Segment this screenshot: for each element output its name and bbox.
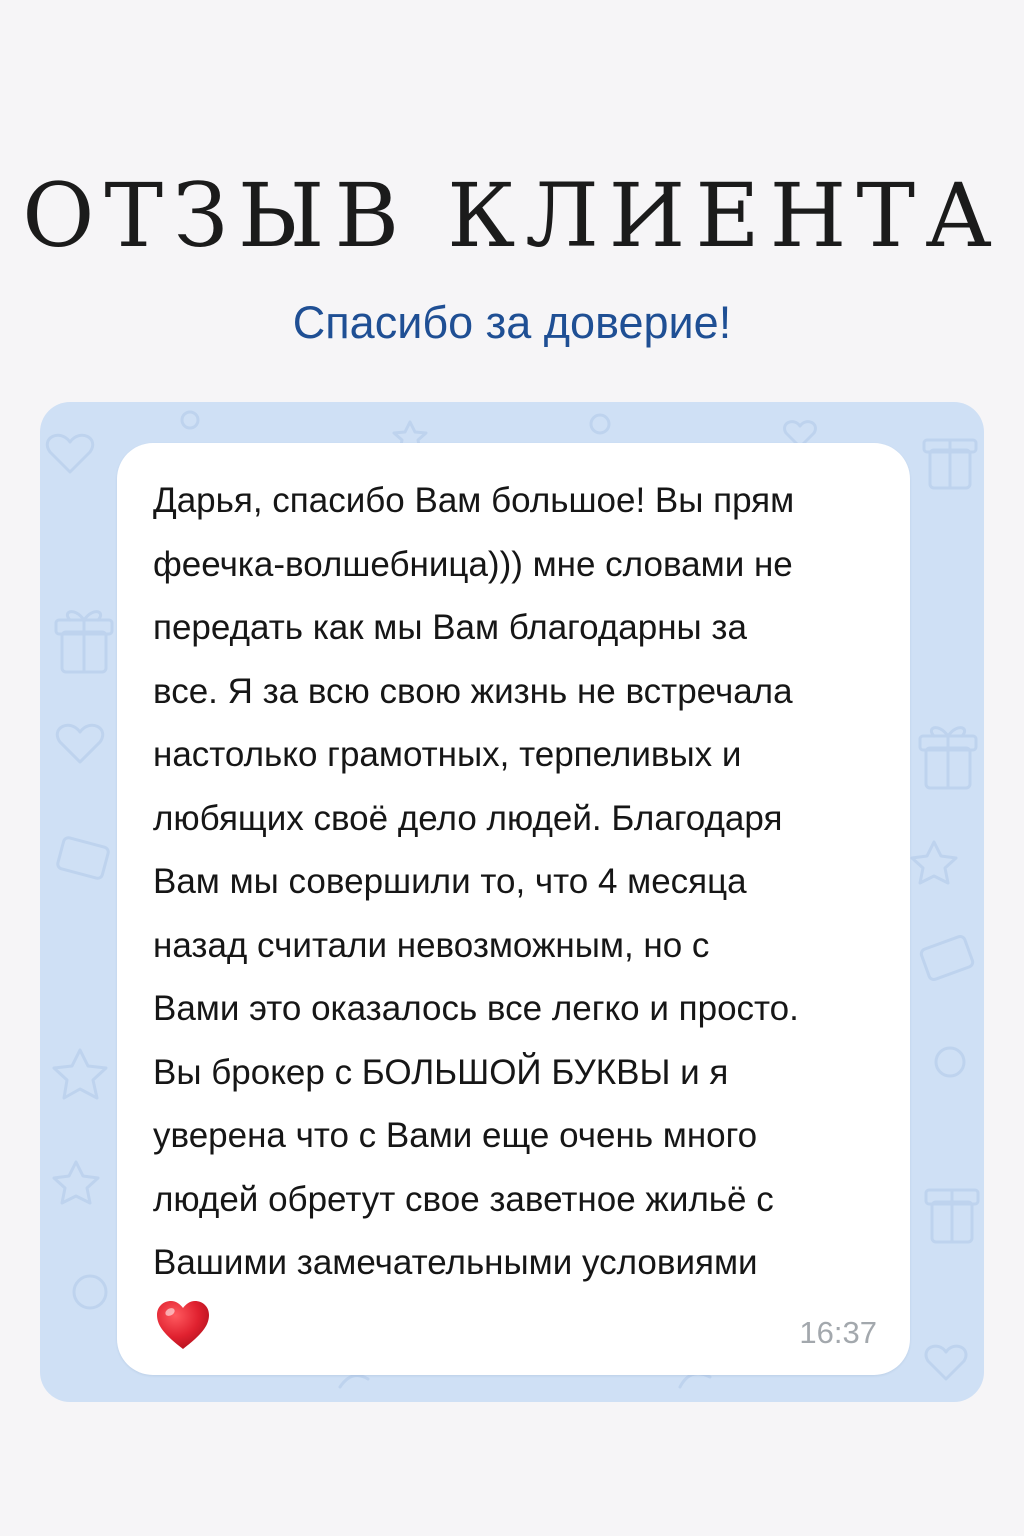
- card-doodle-icon: [920, 935, 974, 981]
- gift-doodle-icon: [926, 1190, 978, 1242]
- gift-doodle-icon: [920, 728, 976, 788]
- star-doodle-icon: [54, 1162, 98, 1203]
- balloon-doodle-icon: [680, 1374, 710, 1387]
- balloon-doodle-icon: [591, 415, 609, 433]
- balloon-doodle-icon: [936, 1048, 964, 1076]
- balloon-doodle-icon: [182, 412, 198, 428]
- star-doodle-icon: [54, 1050, 106, 1098]
- gift-doodle-icon: [56, 612, 112, 672]
- page-subtitle: Спасибо за доверие!: [292, 297, 732, 348]
- gift-doodle-icon: [924, 440, 976, 488]
- balloon-doodle-icon: [74, 1276, 106, 1308]
- heart-doodle-icon: [57, 725, 102, 762]
- message-time: 16:37: [799, 1315, 877, 1350]
- balloon-doodle-icon: [340, 1375, 368, 1387]
- heart-doodle-icon: [47, 435, 92, 472]
- page-title: ОТЗЫВ КЛИЕНТА: [22, 164, 1002, 267]
- card-doodle-icon: [57, 837, 110, 880]
- message-bubble[interactable]: [117, 443, 910, 1375]
- star-doodle-icon: [912, 842, 956, 883]
- heart-doodle-icon: [926, 1346, 966, 1379]
- message-text: Дарья, спасибо Вам большое! Вы прям феечка-волшебница))) мне словами не передать как мы Вам благодарны за все. Я за всю свою жизнь не встречала настолько грамотных, терпеливых и любящих своё дело людей. Благодаря Вам мы совершили то, что 4 месяца назад считали невозможным, но с Вами это оказалось все легко и просто. Вы брокер с БОЛЬШОЙ БУКВЫ и я уверена что с Вами еще очень много людей обретут свое заветное жильё с Вашими замечательными условиями: [153, 481, 799, 1282]
- heart-emoji-icon: [155, 1299, 211, 1351]
